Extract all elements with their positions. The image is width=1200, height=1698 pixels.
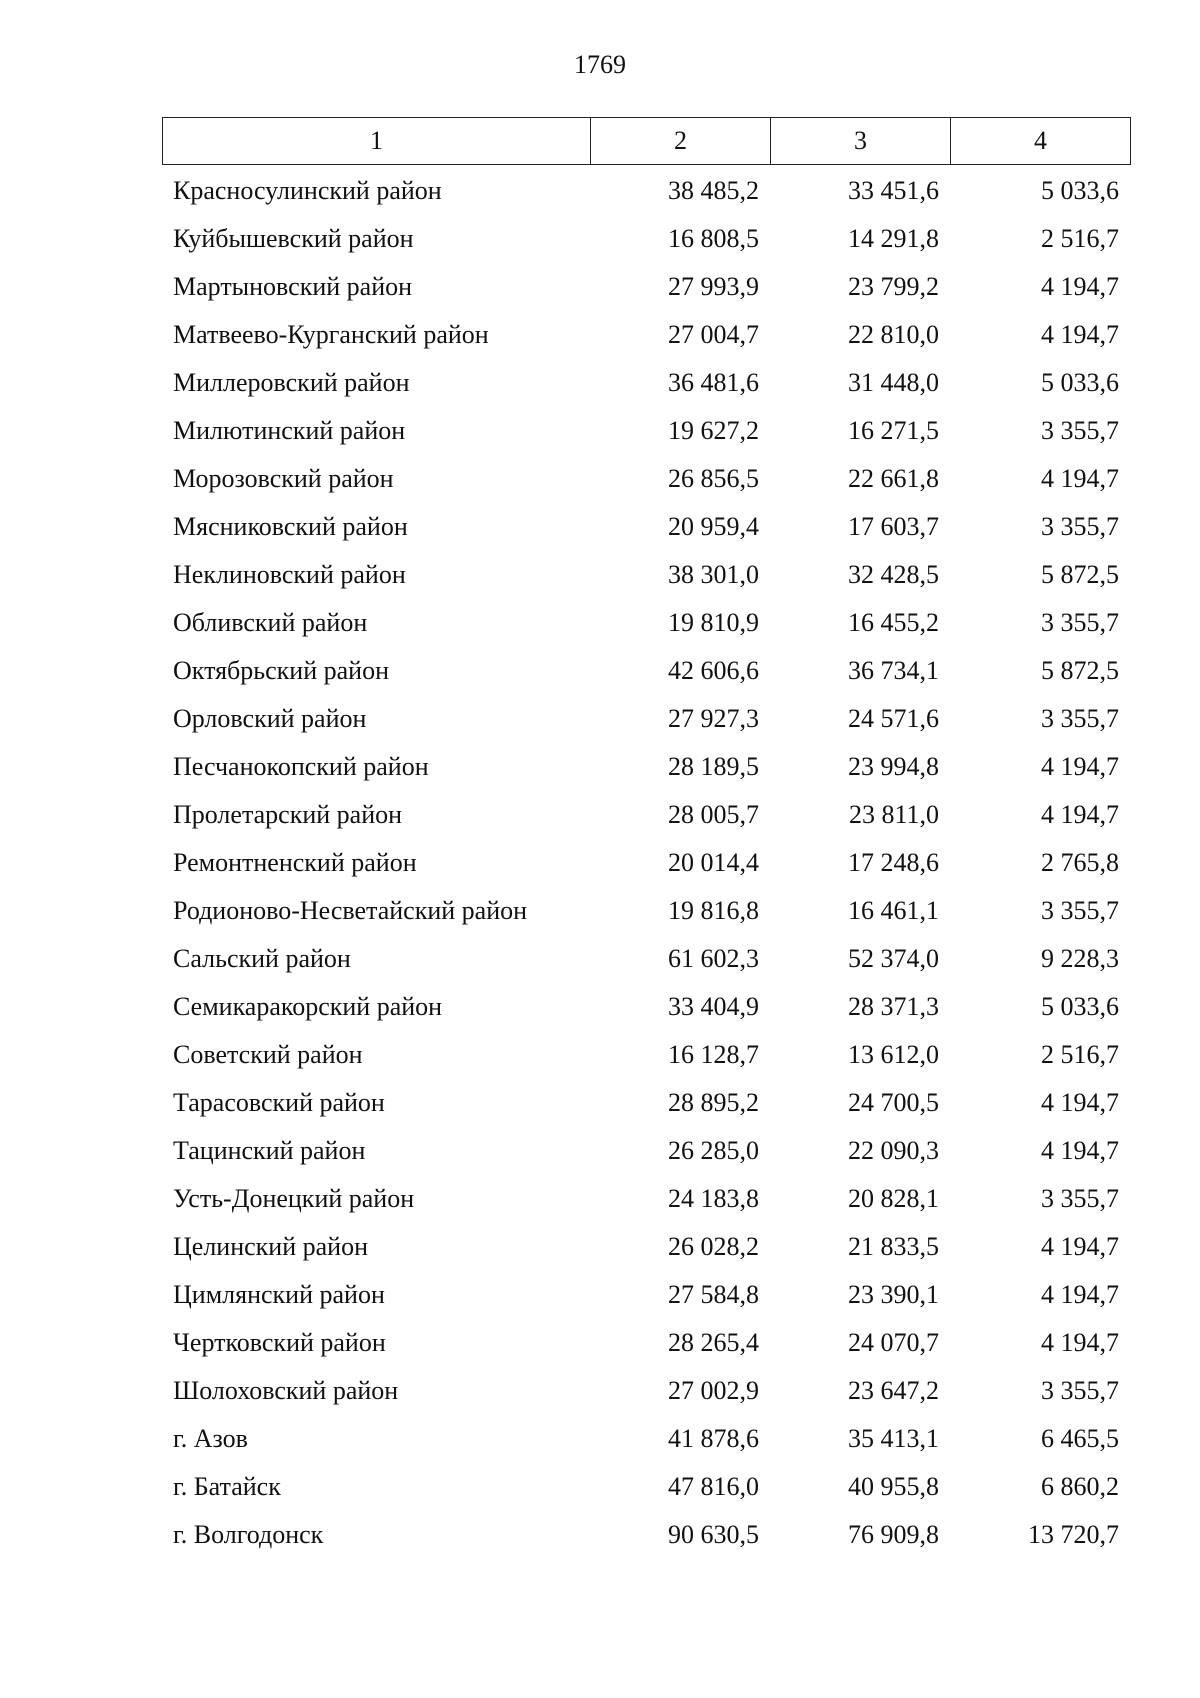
table-row — [162, 1079, 1130, 1127]
district-name-cell: Мясниковский район — [173, 512, 408, 541]
column-header-3: 3 — [771, 118, 951, 165]
table-row — [162, 935, 1130, 983]
district-name-cell: Сальский район — [173, 944, 351, 973]
table-row — [162, 311, 1130, 359]
value-column-4-cell: 3 355,7 — [1041, 416, 1119, 445]
value-column-2-cell: 28 005,7 — [668, 800, 759, 829]
value-column-4-cell: 3 355,7 — [1041, 704, 1119, 733]
value-column-2-cell: 19 810,9 — [668, 608, 759, 637]
value-column-4-cell: 4 194,7 — [1041, 1280, 1119, 1309]
table-row — [162, 1175, 1130, 1223]
value-column-3-cell: 17 248,6 — [848, 848, 939, 877]
value-column-2-cell: 20 959,4 — [668, 512, 759, 541]
value-column-4-cell: 2 765,8 — [1041, 848, 1119, 877]
value-column-4-cell: 5 872,5 — [1041, 656, 1119, 685]
district-name-cell: Родионово-Несветайский район — [173, 896, 528, 925]
table-row — [162, 455, 1130, 503]
header-row — [163, 118, 1131, 165]
value-column-3-cell: 23 994,8 — [848, 752, 939, 781]
value-column-3-cell: 24 070,7 — [848, 1328, 939, 1357]
column-header-2: 2 — [591, 118, 771, 165]
value-column-3-cell: 17 603,7 — [848, 512, 939, 541]
value-column-3-cell: 16 271,5 — [848, 416, 939, 445]
value-column-3-cell: 32 428,5 — [848, 560, 939, 589]
value-column-2-cell: 90 630,5 — [668, 1520, 759, 1549]
value-column-4-cell: 9 228,3 — [1041, 944, 1119, 973]
value-column-3-cell: 35 413,1 — [848, 1424, 939, 1453]
district-name-cell: Семикаракорский район — [173, 992, 443, 1021]
table-row — [162, 983, 1130, 1031]
value-column-3-cell: 36 734,1 — [848, 656, 939, 685]
district-name-cell: Советский район — [173, 1040, 363, 1069]
value-column-2-cell: 26 856,5 — [668, 464, 759, 493]
table-header — [162, 117, 1131, 165]
value-column-3-cell: 13 612,0 — [848, 1040, 939, 1069]
table-body — [162, 167, 1130, 1559]
district-name-cell: Шолоховский район — [173, 1376, 399, 1405]
value-column-3-cell: 40 955,8 — [848, 1472, 939, 1501]
district-name-cell: Орловский район — [173, 704, 367, 733]
district-name-cell: Целинский район — [173, 1232, 368, 1261]
value-column-2-cell: 16 128,7 — [668, 1040, 759, 1069]
value-column-3-cell: 33 451,6 — [848, 176, 939, 205]
value-column-3-cell: 23 799,2 — [848, 272, 939, 301]
value-column-2-cell: 36 481,6 — [668, 368, 759, 397]
table-row — [162, 1319, 1130, 1367]
table-row — [162, 695, 1130, 743]
value-column-4-cell: 13 720,7 — [1028, 1520, 1119, 1549]
table-row — [162, 647, 1130, 695]
value-column-2-cell: 47 816,0 — [668, 1472, 759, 1501]
district-name-cell: Цимлянский район — [173, 1280, 385, 1309]
value-column-4-cell: 4 194,7 — [1041, 800, 1119, 829]
value-column-4-cell: 3 355,7 — [1041, 608, 1119, 637]
table-row — [162, 887, 1130, 935]
district-name-cell: г. Батайск — [173, 1472, 281, 1501]
value-column-3-cell: 16 455,2 — [848, 608, 939, 637]
district-name-cell: Куйбышевский район — [173, 224, 414, 253]
district-name-cell: г. Волгодонск — [173, 1520, 324, 1549]
district-name-cell: Красносулинский район — [173, 176, 442, 205]
district-name-cell: Усть-Донецкий район — [173, 1184, 415, 1213]
table-row — [162, 215, 1130, 263]
district-name-cell: г. Азов — [173, 1424, 248, 1453]
value-column-4-cell: 3 355,7 — [1041, 1376, 1119, 1405]
value-column-2-cell: 24 183,8 — [668, 1184, 759, 1213]
value-column-4-cell: 4 194,7 — [1041, 320, 1119, 349]
value-column-3-cell: 52 374,0 — [848, 944, 939, 973]
value-column-3-cell: 14 291,8 — [848, 224, 939, 253]
district-name-cell: Миллеровский район — [173, 368, 410, 397]
district-name-cell: Чертковский район — [173, 1328, 386, 1357]
table-row — [162, 839, 1130, 887]
column-header-1: 1 — [163, 118, 591, 165]
value-column-2-cell: 28 189,5 — [668, 752, 759, 781]
value-column-2-cell: 61 602,3 — [668, 944, 759, 973]
district-name-cell: Ремонтненский район — [173, 848, 417, 877]
table-row — [162, 1127, 1130, 1175]
value-column-2-cell: 27 927,3 — [668, 704, 759, 733]
value-column-4-cell: 2 516,7 — [1041, 1040, 1119, 1069]
district-name-cell: Пролетарский район — [173, 800, 403, 829]
value-column-2-cell: 26 285,0 — [668, 1136, 759, 1165]
table-row — [162, 167, 1130, 215]
table-row — [162, 743, 1130, 791]
table-row — [162, 1031, 1130, 1079]
district-name-cell: Тарасовский район — [173, 1088, 385, 1117]
value-column-3-cell: 24 700,5 — [848, 1088, 939, 1117]
value-column-4-cell: 5 033,6 — [1041, 992, 1119, 1021]
value-column-2-cell: 27 002,9 — [668, 1376, 759, 1405]
value-column-4-cell: 3 355,7 — [1041, 512, 1119, 541]
value-column-4-cell: 6 860,2 — [1041, 1472, 1119, 1501]
value-column-3-cell: 22 661,8 — [848, 464, 939, 493]
value-column-4-cell: 3 355,7 — [1041, 896, 1119, 925]
value-column-2-cell: 41 878,6 — [668, 1424, 759, 1453]
district-name-cell: Неклиновский район — [173, 560, 406, 589]
table-row — [162, 1367, 1130, 1415]
value-column-3-cell: 23 390,1 — [848, 1280, 939, 1309]
value-column-3-cell: 22 810,0 — [848, 320, 939, 349]
value-column-2-cell: 20 014,4 — [668, 848, 759, 877]
value-column-4-cell: 5 033,6 — [1041, 176, 1119, 205]
table-row — [162, 263, 1130, 311]
table-row — [162, 1271, 1130, 1319]
value-column-2-cell: 28 895,2 — [668, 1088, 759, 1117]
value-column-3-cell: 16 461,1 — [848, 896, 939, 925]
value-column-2-cell: 28 265,4 — [668, 1328, 759, 1357]
value-column-2-cell: 33 404,9 — [668, 992, 759, 1021]
value-column-4-cell: 3 355,7 — [1041, 1184, 1119, 1213]
value-column-4-cell: 5 033,6 — [1041, 368, 1119, 397]
value-column-4-cell: 4 194,7 — [1041, 752, 1119, 781]
value-column-3-cell: 28 371,3 — [848, 992, 939, 1021]
column-header-4: 4 — [951, 118, 1131, 165]
value-column-4-cell: 4 194,7 — [1041, 1232, 1119, 1261]
district-name-cell: Мартыновский район — [173, 272, 413, 301]
value-column-4-cell: 4 194,7 — [1041, 464, 1119, 493]
value-column-2-cell: 27 584,8 — [668, 1280, 759, 1309]
table-row — [162, 1415, 1130, 1463]
value-column-3-cell: 20 828,1 — [848, 1184, 939, 1213]
value-column-2-cell: 42 606,6 — [668, 656, 759, 685]
value-column-2-cell: 26 028,2 — [668, 1232, 759, 1261]
value-column-2-cell: 19 816,8 — [668, 896, 759, 925]
table-row — [162, 359, 1130, 407]
value-column-2-cell: 27 004,7 — [668, 320, 759, 349]
value-column-3-cell: 21 833,5 — [848, 1232, 939, 1261]
table-row — [162, 503, 1130, 551]
value-column-4-cell: 4 194,7 — [1041, 1088, 1119, 1117]
district-name-cell: Морозовский район — [173, 464, 394, 493]
district-name-cell: Октябрьский район — [173, 656, 389, 685]
value-column-4-cell: 4 194,7 — [1041, 1328, 1119, 1357]
district-name-cell: Песчанокопский район — [173, 752, 429, 781]
district-name-cell: Обливский район — [173, 608, 368, 637]
table-row — [162, 599, 1130, 647]
value-column-4-cell: 4 194,7 — [1041, 272, 1119, 301]
district-name-cell: Тацинский район — [173, 1136, 366, 1165]
value-column-3-cell: 76 909,8 — [848, 1520, 939, 1549]
value-column-2-cell: 16 808,5 — [668, 224, 759, 253]
value-column-3-cell: 23 647,2 — [848, 1376, 939, 1405]
value-column-4-cell: 5 872,5 — [1041, 560, 1119, 589]
value-column-4-cell: 6 465,5 — [1041, 1424, 1119, 1453]
value-column-4-cell: 2 516,7 — [1041, 224, 1119, 253]
district-name-cell: Милютинский район — [173, 416, 406, 445]
value-column-2-cell: 19 627,2 — [668, 416, 759, 445]
page-number: 1769 — [574, 50, 626, 79]
data-table — [162, 167, 1130, 1559]
value-column-3-cell: 22 090,3 — [848, 1136, 939, 1165]
value-column-2-cell: 27 993,9 — [668, 272, 759, 301]
value-column-2-cell: 38 301,0 — [668, 560, 759, 589]
district-name-cell: Матвеево-Курганский район — [173, 320, 489, 349]
value-column-3-cell: 24 571,6 — [848, 704, 939, 733]
value-column-3-cell: 23 811,0 — [848, 800, 939, 829]
table-row — [162, 791, 1130, 839]
table-row — [162, 1223, 1130, 1271]
table-row — [162, 1511, 1130, 1559]
table-row — [162, 551, 1130, 599]
table-row — [162, 1463, 1130, 1511]
value-column-2-cell: 38 485,2 — [668, 176, 759, 205]
value-column-4-cell: 4 194,7 — [1041, 1136, 1119, 1165]
value-column-3-cell: 31 448,0 — [848, 368, 939, 397]
table-row — [162, 407, 1130, 455]
